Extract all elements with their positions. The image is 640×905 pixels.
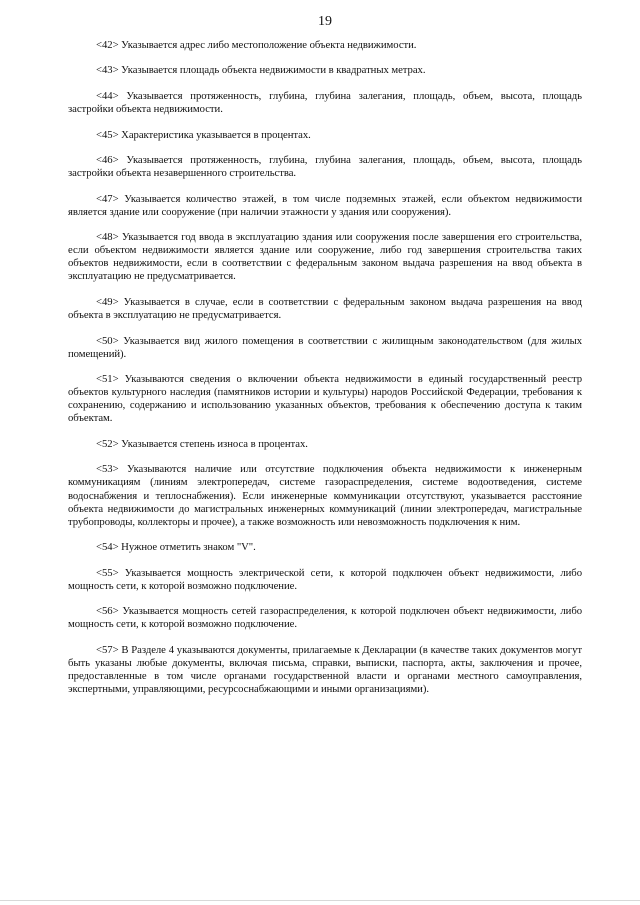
footnote-42: <42> Указывается адрес либо местоположение объекта недвижимости. xyxy=(96,39,417,51)
footnote-50: <50> Указывается вид жилого помещения в соответствии с жилищным законодательством (для жилых помещений). xyxy=(68,334,582,360)
footnote-47: <47> Указывается количество этажей, в том числе подземных этажей, если объектом недвижимости является здание или сооружение (при наличии этажности у здания или сооружения). xyxy=(68,192,582,218)
footnote-54: <54> Нужное отметить знаком "V". xyxy=(96,541,256,554)
footnote-43: <43> Указывается площадь объекта недвижимости в квадратных метрах. xyxy=(96,64,426,77)
footnote-57: <57> В Разделе 4 указываются документы, прилагаемые к Декларации (в качестве таких документов могут быть указаны любые документы, включая письма, справки, выписки, паспорта, акты, заключения и прочее, предоставленные в том числе органами государственной власти и органами местного самоуправления, экспертными, управляющими, ресурсоснабжающими и иными организациями). xyxy=(68,643,582,696)
footnote-52: <52> Указывается степень износа в процентах. xyxy=(96,437,308,450)
footnote-49: <49> Указывается в случае, если в соответствии с федеральным законом выдача разрешения на ввод объекта в эксплуатацию не предусматривается. xyxy=(68,295,582,322)
footnotes-list xyxy=(68,39,582,696)
footnote-45: <45> Характеристика указывается в процентах. xyxy=(96,128,311,141)
scan-edge-line xyxy=(0,900,640,901)
footnote-46: <46> Указывается протяженность, глубина, глубина залегания, площадь, объем, высота, площадь застройки объекта незавершенного строительства. xyxy=(68,154,582,180)
footnote-44: <44> Указывается протяженность, глубина, глубина залегания, площадь, объем, высота, площадь застройки объекта недвижимости. xyxy=(68,89,582,116)
footnote-53: <53> Указываются наличие или отсутствие подключения объекта недвижимости к инженерным коммуникациям (линиям электропередач, системе газораспределения, системе водоотведения, системе водоснабжения и теплоснабжения). Если инженерные коммуникации отсутствуют, указывается расстояние объекта недвижимости до магистральных инженерных коммуникаций (линии электропередач, магистральные трубопроводы, коллекторы и прочее), а также возможность или невозможность подключения к ним. xyxy=(68,463,582,528)
footnote-51: <51> Указываются сведения о включении объекта недвижимости в единый государственный реестр объектов культурного наследия (памятников истории и культуры) народов Российской Федерации, требования к сохранению, содержанию и использованию указанных объектов, требования к обеспечению доступа к таким объектам. xyxy=(68,373,582,425)
footnote-48: <48> Указывается год ввода в эксплуатацию здания или сооружения после завершения его строительства, если объектом недвижимости является здание или сооружение, либо год завершения строительства таких объектов недвижимости, если в соответствии с федеральным законом выдача разрешения на ввод объекта в эксплуатацию не предусматривается. xyxy=(68,231,582,283)
footnote-55: <55> Указывается мощность электрической сети, к которой подключен объект недвижимости, либо мощность сети, к которой возможно подключение. xyxy=(68,566,582,592)
footnote-56: <56> Указывается мощность сетей газораспределения, к которой подключен объект недвижимости, либо мощность сети, к которой возможно подключение. xyxy=(68,605,582,631)
page-number: 19 xyxy=(318,14,332,29)
